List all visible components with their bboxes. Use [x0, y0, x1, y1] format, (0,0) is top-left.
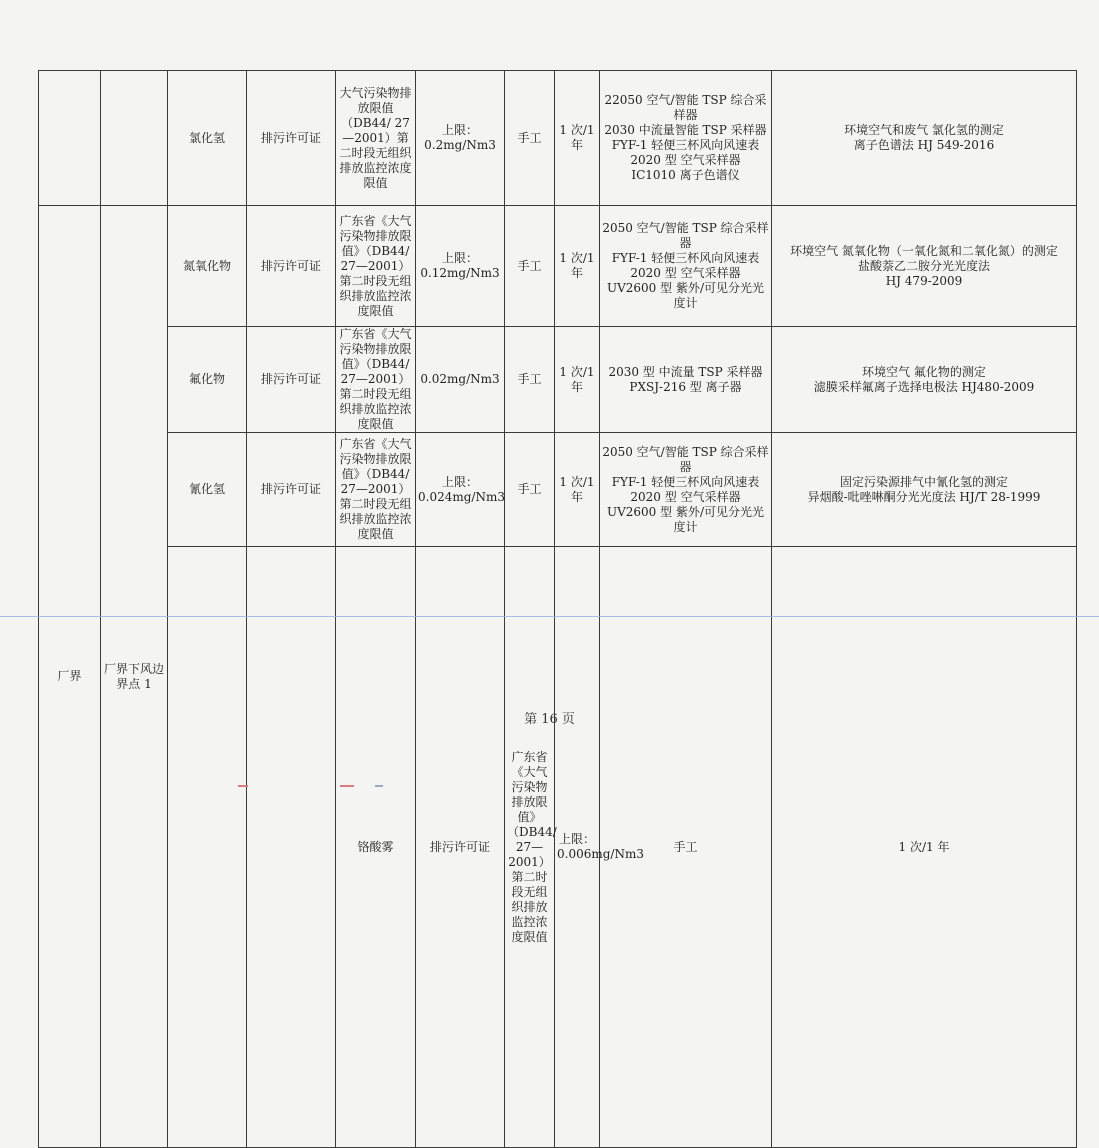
instrument-line: 2020 型 空气采样器	[630, 153, 741, 167]
mode-cell: 手工	[505, 206, 555, 327]
instrument-line: PXSJ-216 型 离子器	[629, 379, 742, 394]
instrument-line: IC1010 离子色谱仪	[631, 168, 740, 182]
instrument-line: 2030 型 中流量 TSP 采样器	[608, 364, 763, 379]
limit-cell: 上限：0.024mg/Nm3	[416, 433, 505, 547]
scan-mark	[238, 785, 248, 787]
instruments-cell	[600, 327, 772, 433]
standard-cell: 大气污染物排放限值（DB44/ 27—2001）第二时段无组织排放监控浓度限值	[336, 71, 416, 206]
instrument-line: 2020 型 空气采样器	[630, 489, 741, 504]
basis-cell: 排污许可证	[247, 71, 336, 206]
standard-cell: 广东省《大气污染物排放限值》（DB44/ 27—2001）第二时段无组织排放监控浓度限值	[336, 206, 416, 327]
instrument-line: 22050 空气/智能 TSP 综合采样器	[604, 93, 767, 122]
scan-guide-line	[0, 616, 1099, 617]
limit-cell: 0.02mg/Nm3	[416, 327, 505, 433]
monitoring-table	[38, 70, 1077, 1148]
table-row	[39, 206, 1077, 327]
scan-mark	[340, 785, 354, 787]
instrument-line: 2050 空气/智能 TSP 综合采样器	[602, 444, 769, 474]
standard-cell: 广东省《大气污染物排放限值》（DB44/ 27—2001）第二时段无组织排放监控浓度限值	[336, 327, 416, 433]
instruments-cell	[600, 206, 772, 327]
empty-cell	[247, 547, 336, 1148]
method-line: 离子色谱法 HJ 549-2016	[853, 138, 995, 152]
method-line: 环境空气和废气 氯化氢的测定	[844, 123, 1004, 137]
instruments-cell	[600, 71, 772, 206]
instrument-line: FYF-1 轻便三杯风向风速表	[611, 138, 760, 152]
pollutant-cell: 氮氧化物	[168, 206, 247, 327]
limit-cell: 上限：0.2mg/Nm3	[416, 71, 505, 206]
method-cell	[772, 71, 1077, 206]
method-cell	[772, 327, 1077, 433]
method-line: 异烟酸-吡唑啉酮分光光度法 HJ/T 28-1999	[807, 489, 1041, 504]
limit-cell: 上限：0.006mg/Nm3	[555, 547, 600, 1148]
frequency-cell: 1 次/1 年	[772, 547, 1077, 1148]
empty-cell	[168, 547, 247, 1148]
pollutant-cell: 氟化物	[168, 327, 247, 433]
basis-cell: 排污许可证	[247, 206, 336, 327]
mode-cell: 手工	[505, 433, 555, 547]
limit-cell: 上限：0.12mg/Nm3	[416, 206, 505, 327]
mode-cell: 手工	[600, 547, 772, 1148]
method-line: 盐酸萘乙二胺分光光度法	[857, 258, 990, 273]
table-row	[39, 547, 1077, 1148]
frequency-cell: 1 次/1 年	[555, 206, 600, 327]
method-cell	[772, 433, 1077, 547]
page-number: 第 16 页	[524, 712, 575, 727]
instruments-cell	[600, 433, 772, 547]
mode-cell: 手工	[505, 71, 555, 206]
instrument-line: UV2600 型 紫外/可见分光光度计	[607, 281, 764, 310]
method-line: 环境空气 氟化物的测定	[862, 364, 986, 379]
method-line: 环境空气 氮氧化物（一氧化氮和二氧化氮）的测定	[790, 243, 1058, 258]
method-line: 滤膜采样氟离子选择电极法 HJ480-2009	[813, 379, 1035, 394]
standard-cell: 广东省《大气污染物排放限值》（DB44/ 27—2001）第二时段无组织排放监控浓度限值	[336, 433, 416, 547]
pollutant-cell: 铬酸雾	[336, 547, 416, 1148]
instrument-line: 2030 中流量智能 TSP 采样器	[604, 123, 767, 137]
basis-cell: 排污许可证	[247, 433, 336, 547]
method-cell	[772, 206, 1077, 327]
method-line: 固定污染源排气中氰化氢的测定	[839, 474, 1008, 489]
mode-cell: 手工	[505, 327, 555, 433]
instrument-line: 2020 型 空气采样器	[630, 266, 741, 280]
frequency-cell: 1 次/1 年	[555, 327, 600, 433]
method-line: HJ 479-2009	[885, 273, 963, 288]
basis-cell: 排污许可证	[416, 547, 505, 1148]
instrument-line: FYF-1 轻便三杯风向风速表	[611, 251, 760, 265]
frequency-cell: 1 次/1 年	[555, 71, 600, 206]
basis-cell: 排污许可证	[247, 327, 336, 433]
empty-cell	[101, 71, 168, 206]
scan-mark	[375, 785, 383, 787]
pollutant-cell: 氰化氢	[168, 433, 247, 547]
standard-cell: 广东省《大气污染物排放限值》（DB44/ 27—2001）第二时段无组织排放监控浓度限值	[505, 547, 555, 1148]
table-row	[39, 71, 1077, 206]
pollutant-cell: 氯化氢	[168, 71, 247, 206]
table-row	[39, 433, 1077, 547]
point-cell: 厂界下风边界点 1	[101, 206, 168, 1148]
frequency-cell: 1 次/1 年	[555, 433, 600, 547]
empty-cell	[39, 71, 101, 206]
table-row	[39, 327, 1077, 433]
area-cell: 厂界	[39, 206, 101, 1148]
instrument-line: FYF-1 轻便三杯风向风速表	[611, 474, 760, 489]
instrument-line: 2050 空气/智能 TSP 综合采样器	[602, 221, 769, 250]
instrument-line: UV2600 型 紫外/可见分光光度计	[607, 504, 764, 534]
